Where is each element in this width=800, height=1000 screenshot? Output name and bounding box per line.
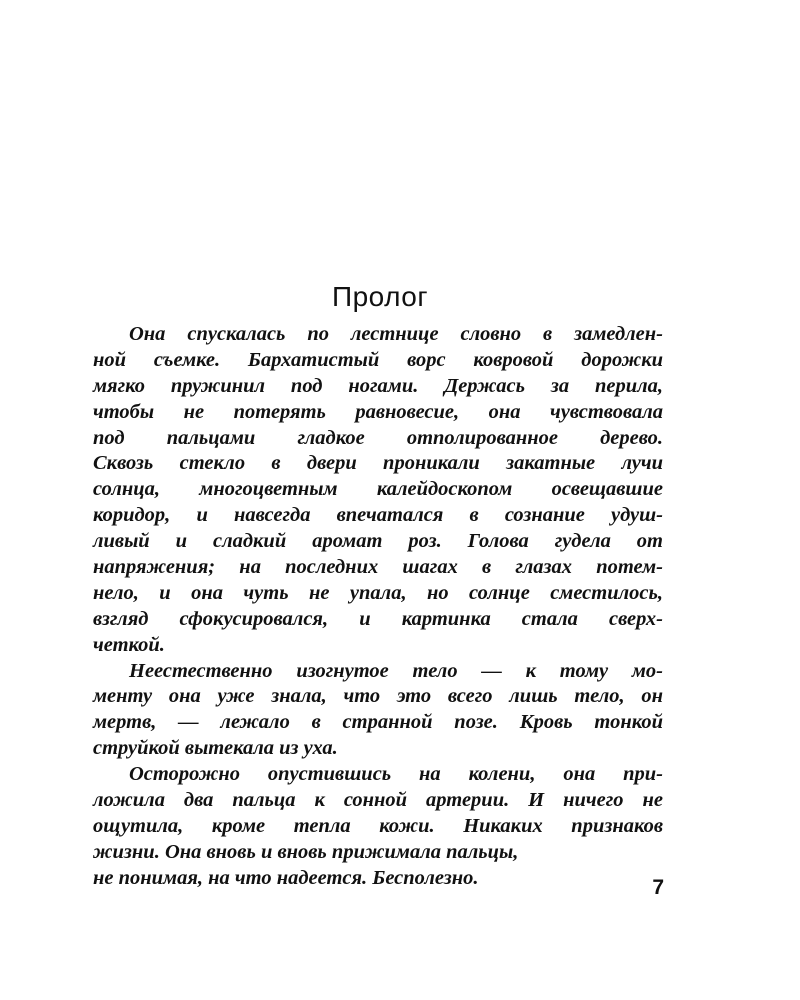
page-number: 7 [652, 876, 664, 899]
body-text [93, 322, 663, 892]
text-line: ной съемке. Бархатистый ворс ковровой дорожки [93, 348, 663, 371]
text-line: менту она уже знала, что это всего лишь тело, он [93, 685, 663, 708]
text-line: Неестественно изогнутое тело — к тому мо- [129, 659, 663, 682]
text-line: Сквозь стекло в двери проникали закатные лучи [93, 452, 663, 475]
text-line: напряжения; на последних шагах в глазах потем- [93, 556, 663, 579]
text-line: солнца, многоцветным калейдоскопом освещавшие [93, 478, 663, 501]
text-line: нело, и она чуть не упала, но солнце сместилось, [93, 581, 663, 604]
text-line: не понимая, на что надеется. Бесполезно. [93, 866, 479, 889]
text-line: Осторожно опустившись на колени, она при- [129, 763, 663, 786]
text-line: Она спускалась по лестнице словно в замедлен- [129, 323, 663, 345]
text-line: мертв, — лежало в странной позе. Кровь тонкой [93, 711, 663, 734]
text-line: под пальцами гладкое отполированное дерево. [93, 426, 663, 449]
chapter-title: Пролог [331, 281, 429, 312]
text-line: ощутила, кроме тепла кожи. Никаких признаков [93, 814, 663, 837]
text-line: ложила два пальца к сонной артерии. И ничего не [93, 789, 663, 812]
text-line: чтобы не потерять равновесие, она чувствовала [93, 400, 663, 423]
text-line: взгляд сфокусировался, и картинка стала сверх- [93, 607, 663, 630]
text-line: струйкой вытекала из уха. [93, 737, 338, 760]
text-line: ливый и сладкий аромат роз. Голова гудела от [93, 530, 663, 553]
text-line: четкой. [93, 633, 165, 656]
text-line: коридор, и навсегда впечатался в сознание удуш- [93, 504, 663, 527]
text-line: жизни. Она вновь и вновь прижимала пальцы, [93, 840, 519, 863]
text-line: мягко пружинил под ногами. Держась за перила, [93, 374, 663, 397]
